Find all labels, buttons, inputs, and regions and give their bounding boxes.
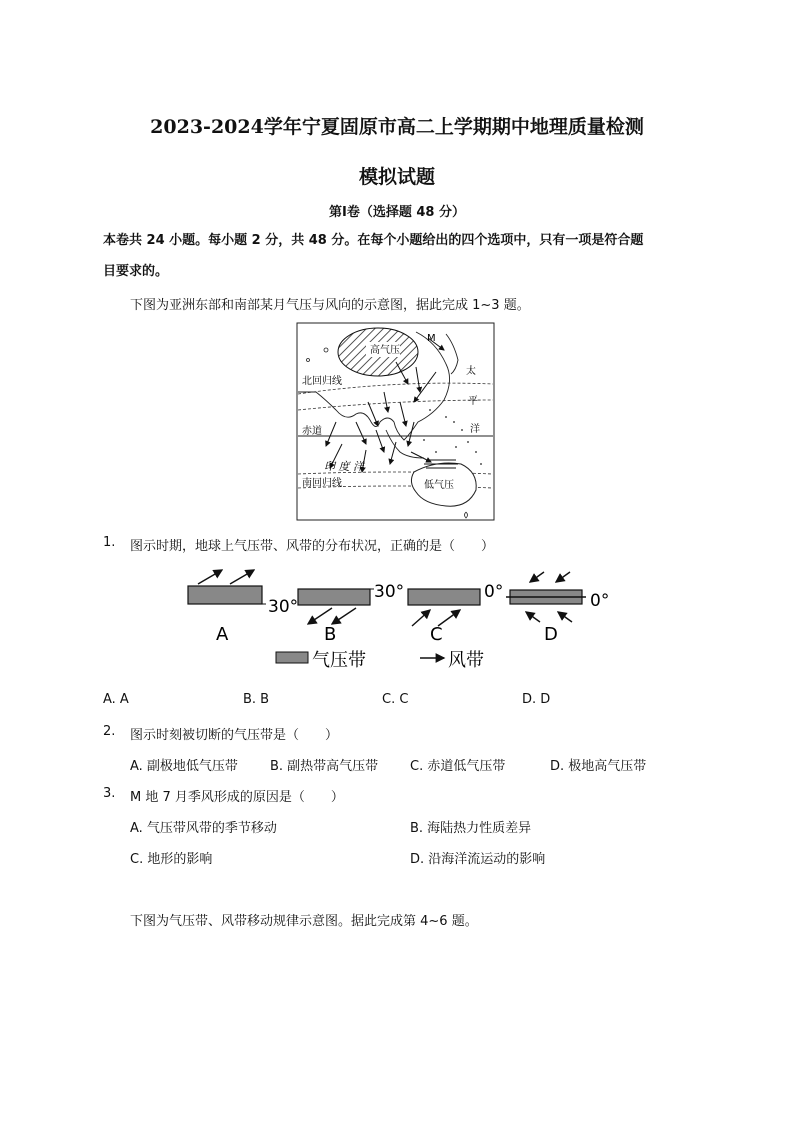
q2-text: 图示时刻被切断的气压带是（ ） — [130, 728, 339, 743]
map-tropic-south: 南回归线 — [302, 478, 342, 489]
option-b-letter: B — [324, 624, 337, 645]
map-point-m: M — [427, 333, 436, 344]
legend-pressure-label: 气压带 — [312, 650, 366, 671]
q1-option-b[interactable]: B. B — [243, 692, 270, 707]
section-heading: 第Ⅰ卷（选择题 48 分） — [329, 205, 465, 220]
asia-pressure-wind-map — [296, 322, 496, 522]
map-pacific-3: 洋 — [470, 424, 480, 435]
q2-number: 2. — [103, 724, 116, 739]
q3-text: M 地 7 月季风形成的原因是（ ） — [130, 790, 344, 805]
map-high-label: 高气压 — [370, 345, 400, 356]
map-pacific-2: 平 — [468, 396, 478, 407]
q2-option-c[interactable]: C. 赤道低气压带 — [410, 759, 506, 774]
option-d-letter: D — [544, 624, 558, 645]
map-indian-ocean: 印 度 洋 — [324, 460, 364, 473]
q3-option-c[interactable]: C. 地形的影响 — [130, 852, 213, 867]
q2-option-b[interactable]: B. 副热带高气压带 — [270, 759, 379, 774]
q1-option-a[interactable]: A. A — [103, 692, 129, 707]
option-a-letter: A — [216, 624, 229, 645]
paper-title-line2: 模拟试题 — [358, 166, 435, 188]
paper-title-line1: 2023-2024学年宁夏固原市高二上学期期中地理质量检测 — [150, 116, 644, 138]
option-c-degree: 0° — [484, 582, 504, 602]
instruction-line2: 目要求的。 — [103, 264, 169, 279]
q3-option-a[interactable]: A. 气压带风带的季节移动 — [130, 821, 277, 836]
q1-text: 图示时期，地球上气压带、风带的分布状况，正确的是（ ） — [130, 539, 495, 554]
q1-number: 1. — [103, 535, 116, 550]
pressure-belt-options-figure — [180, 566, 620, 676]
q2-option-a[interactable]: A. 副极地低气压带 — [130, 759, 238, 774]
option-d-degree: 0° — [590, 591, 610, 611]
option-c-letter: C — [430, 624, 443, 645]
map-equator: 赤道 — [302, 426, 322, 437]
option-b-degree: 30° — [374, 582, 405, 602]
q3-number: 3. — [103, 786, 116, 801]
instruction-line1: 本卷共 24 小题。每小题 2 分，共 48 分。在每个小题给出的四个选项中，只有一项是符合题 — [103, 233, 644, 248]
option-a-degree: 30° — [268, 597, 299, 617]
q1-option-c[interactable]: C. C — [382, 692, 409, 707]
legend-wind-label: 风带 — [448, 650, 484, 671]
map-pacific-1: 太 — [466, 366, 476, 377]
intro-4-6: 下图为气压带、风带移动规律示意图。据此完成第 4~6 题。 — [130, 914, 478, 929]
q3-option-d[interactable]: D. 沿海洋流运动的影响 — [410, 852, 546, 867]
q3-option-b[interactable]: B. 海陆热力性质差异 — [410, 821, 532, 836]
q2-option-d[interactable]: D. 极地高气压带 — [550, 759, 647, 774]
map-low-label: 低气压 — [424, 480, 454, 491]
q1-option-d[interactable]: D. D — [522, 692, 551, 707]
map-tropic-north: 北回归线 — [302, 376, 342, 387]
intro-1-3: 下图为亚洲东部和南部某月气压与风向的示意图，据此完成 1~3 题。 — [130, 298, 530, 313]
